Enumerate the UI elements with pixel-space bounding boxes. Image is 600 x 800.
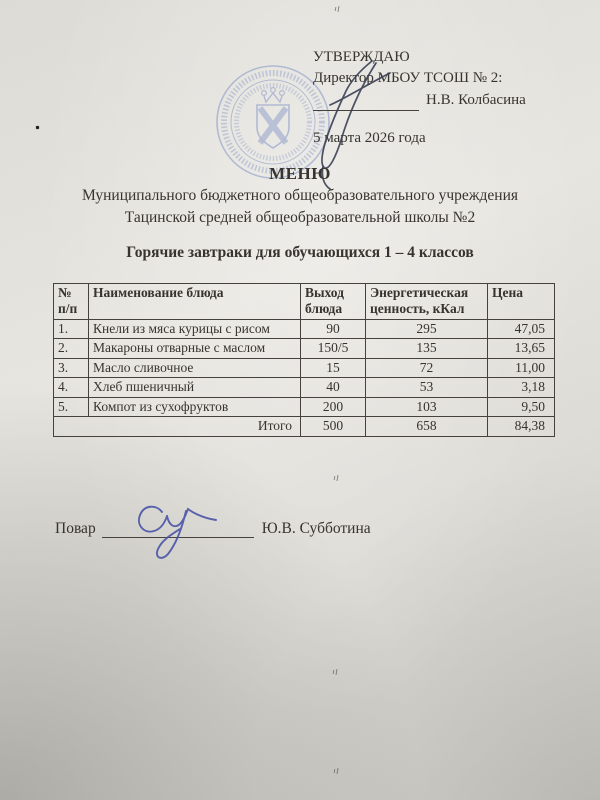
photo-artifact — [334, 6, 341, 13]
cell-price: 11,00 — [488, 358, 555, 377]
cell-num: 5. — [54, 397, 89, 416]
cook-label: Повар — [55, 520, 96, 537]
cook-name: Ю.В. Субботина — [261, 520, 371, 537]
header-num: № п/п — [54, 284, 89, 320]
total-kcal: 658 — [366, 417, 488, 436]
cell-name: Макароны отварные с маслом — [89, 339, 301, 358]
cell-kcal: 103 — [366, 397, 488, 416]
total-out: 500 — [301, 417, 366, 436]
approval-word: УТВЕРЖДАЮ — [313, 49, 410, 65]
table-row — [54, 358, 555, 377]
cell-out: 40 — [301, 378, 366, 397]
cell-price: 3,18 — [488, 378, 555, 397]
photo-artifact — [333, 768, 340, 775]
cell-out: 15 — [301, 358, 366, 377]
page-title: МЕНЮ — [269, 164, 331, 183]
table-row — [54, 378, 555, 397]
cell-out: 150/5 — [301, 339, 366, 358]
cell-price: 13,65 — [488, 339, 555, 358]
header-name: Наименование блюда — [89, 284, 301, 320]
menu-table — [53, 283, 555, 437]
total-price: 84,38 — [488, 417, 555, 436]
header-out: Выход блюда — [301, 284, 366, 320]
header-kcal: Энергетическая ценность, кКал — [366, 284, 488, 320]
photo-artifact — [36, 126, 39, 129]
cell-num: 2. — [54, 339, 89, 358]
cell-out: 200 — [301, 397, 366, 416]
cook-signature-line — [102, 521, 254, 538]
director-name: Н.В. Колбасина — [426, 92, 526, 108]
cell-kcal: 135 — [366, 339, 488, 358]
table-row — [54, 319, 555, 338]
approval-block — [313, 47, 573, 149]
table-header-row — [54, 284, 555, 320]
photo-artifact — [332, 669, 339, 676]
cell-name: Хлеб пшеничный — [89, 378, 301, 397]
header-price: Цена — [488, 284, 555, 320]
stamp-crown-emblem — [262, 88, 285, 102]
cell-num: 4. — [54, 378, 89, 397]
director-signature-row — [313, 90, 573, 111]
cell-num: 1. — [54, 319, 89, 338]
organization-line1: Муниципального бюджетного общеобразовательного учреждения — [81, 187, 518, 204]
cell-price: 47,05 — [488, 319, 555, 338]
cell-num: 3. — [54, 358, 89, 377]
cell-price: 9,50 — [488, 397, 555, 416]
cook-signature-row — [55, 520, 371, 538]
stamp-shield-emblem — [257, 105, 289, 148]
signature-line — [313, 95, 419, 111]
approval-date: 5 марта 2026 года — [313, 130, 426, 146]
table-total-row — [54, 417, 555, 436]
cell-kcal: 72 — [366, 358, 488, 377]
cell-kcal: 295 — [366, 319, 488, 338]
cell-out: 90 — [301, 319, 366, 338]
cell-name: Масло сливочное — [89, 358, 301, 377]
photo-artifact — [333, 475, 340, 482]
cell-kcal: 53 — [366, 378, 488, 397]
total-label: Итого — [54, 417, 301, 436]
section-title: Горячие завтраки для обучающихся 1 – 4 классов — [126, 244, 474, 261]
table-row — [54, 339, 555, 358]
cell-name: Кнели из мяса курицы с рисом — [89, 319, 301, 338]
organization-line2: Тацинской средней общеобразовательной школы №2 — [124, 209, 476, 226]
cell-name: Компот из сухофруктов — [89, 397, 301, 416]
director-line: Директор МБОУ ТСОШ № 2: — [313, 70, 503, 86]
table-row — [54, 397, 555, 416]
